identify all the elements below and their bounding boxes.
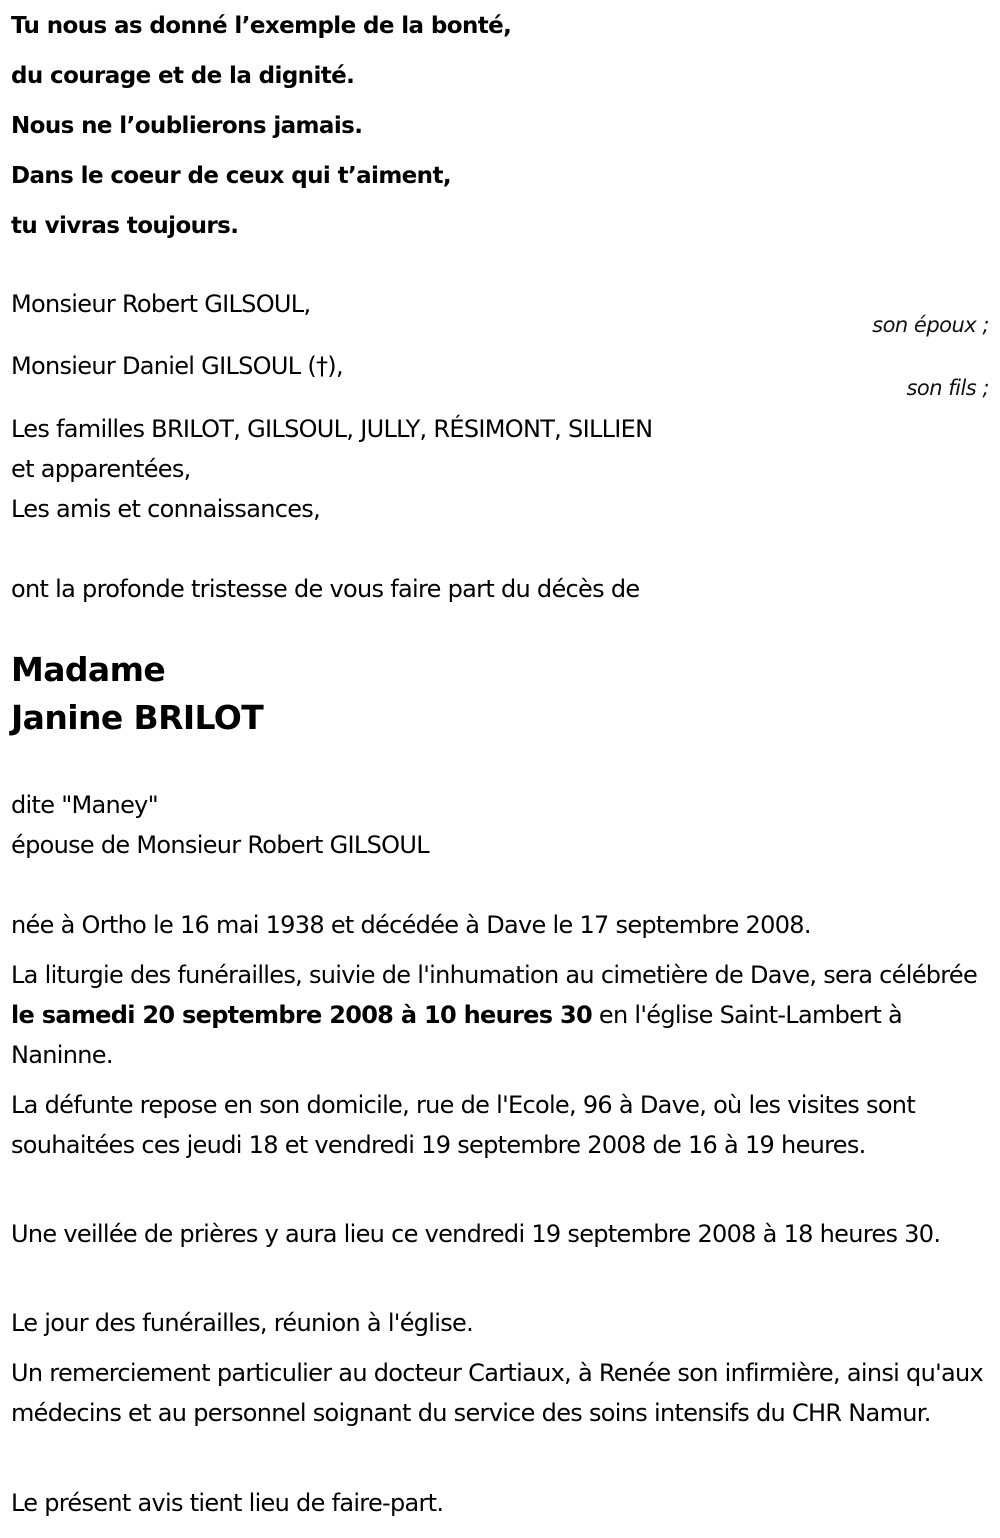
- families-line: Les familles BRILOT, GILSOUL, JULLY, RÉSIMONT, SILLIEN: [11, 415, 653, 443]
- birth-death: née à Ortho le 16 mai 1938 et décédée à Dave le 17 septembre 2008.: [11, 911, 811, 939]
- son-relation: son fils ;: [906, 376, 989, 400]
- poem-line: du courage et de la dignité.: [11, 63, 355, 89]
- poem-line: Nous ne l’oublierons jamais.: [11, 113, 363, 139]
- spouse-line: épouse de Monsieur Robert GILSOUL: [11, 831, 429, 859]
- vigil-paragraph: Une veillée de prières y aura lieu ce vendredi 19 septembre 2008 à 18 heures 30.: [11, 1220, 941, 1248]
- son-name: Monsieur Daniel GILSOUL (†),: [11, 352, 343, 380]
- poem: [11, 10, 511, 260]
- spouse-relation: son époux ;: [872, 313, 989, 337]
- poem-line: tu vivras toujours.: [11, 213, 239, 239]
- liturgy-date: le samedi 20 septembre 2008 à 10 heures 30: [11, 1001, 592, 1029]
- spouse-name: Monsieur Robert GILSOUL,: [11, 290, 311, 318]
- liturgy-paragraph: [11, 955, 993, 1075]
- deceased-title: Madame: [11, 650, 166, 689]
- deceased-name: Janine BRILOT: [11, 698, 264, 737]
- friends-line: Les amis et connaissances,: [11, 495, 321, 523]
- families-line-2: et apparentées,: [11, 455, 191, 483]
- poem-line: Tu nous as donné l’exemple de la bonté,: [11, 13, 512, 39]
- thanks-paragraph: Un remerciement particulier au docteur Cartiaux, à Renée son infirmière, ainsi qu'aux médecins et au personnel soignant du service des soins intensifs du CHR Namur.: [11, 1359, 984, 1427]
- poem-line: Dans le coeur de ceux qui t’aiment,: [11, 163, 451, 189]
- announcement: ont la profonde tristesse de vous faire part du décès de: [11, 575, 640, 603]
- notice-paragraph: Le présent avis tient lieu de faire-part.: [11, 1489, 444, 1517]
- liturgy-text: La liturgie des funérailles, suivie de l'inhumation au cimetière de Dave, sera célébrée: [11, 961, 978, 989]
- nickname: dite "Maney": [11, 791, 158, 819]
- meeting-paragraph: Le jour des funérailles, réunion à l'église.: [11, 1309, 474, 1337]
- liturgy-location: en l'église Saint-Lambert à Naninne.: [11, 1001, 903, 1069]
- visits-paragraph: La défunte repose en son domicile, rue de l'Ecole, 96 à Dave, où les visites sont souhaitées ces jeudi 18 et vendredi 19 septembre 2008 de 16 à 19 heures.: [11, 1091, 916, 1159]
